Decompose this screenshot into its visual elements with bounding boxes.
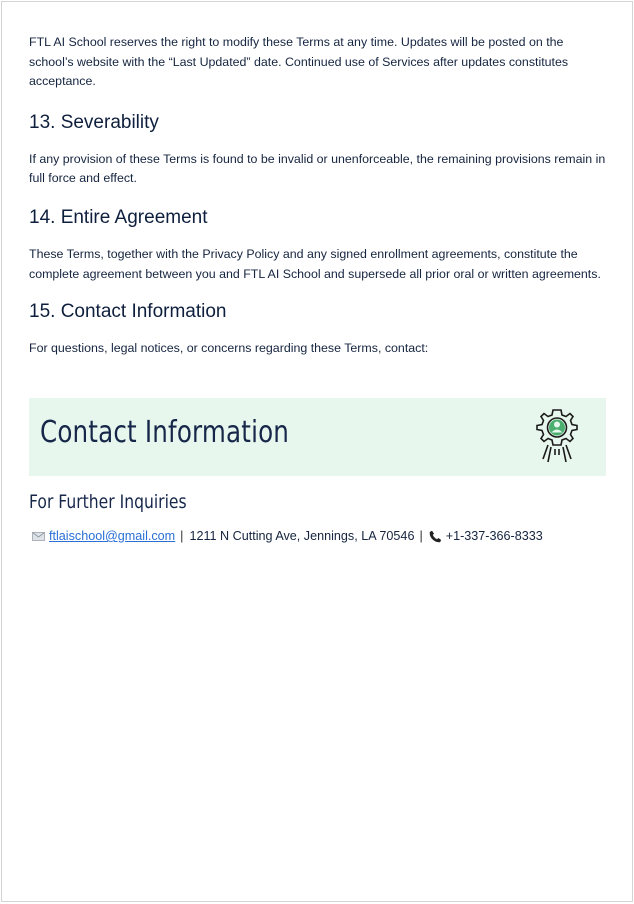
section-body-contact: For questions, legal notices, or concerns regarding these Terms, contact:: [29, 341, 429, 356]
inquiries-title: For Further Inquiries: [29, 491, 187, 513]
document-page: [1, 1, 633, 902]
banner-title: Contact Information: [40, 415, 290, 450]
email-link[interactable]: ftlaischool@gmail.com: [49, 529, 176, 543]
separator: |: [180, 529, 184, 543]
terms-content: [29, 33, 606, 359]
gear-person-icon: [531, 407, 583, 467]
section-heading-contact: 15. Contact Information: [29, 301, 227, 323]
contact-row: [32, 529, 543, 543]
mail-icon: [32, 532, 45, 541]
section-heading-entire-agreement: 14. Entire Agreement: [29, 206, 208, 228]
phone-text: +1-337-366-8333: [445, 529, 543, 543]
section-body-severability: If any provision of these Terms is found to be invalid or unenforceable, the remaining provisions remain in full force and effect.: [29, 151, 606, 186]
contact-banner: [29, 398, 606, 476]
section-heading-severability: 13. Severability: [29, 111, 159, 133]
intro-paragraph: FTL AI School reserves the right to modify these Terms at any time. Updates will be posted on the school’s website with the “Last Updated” date. Continued use of Services after updates constitutes acceptance.: [29, 35, 569, 89]
separator: |: [419, 529, 423, 543]
phone-icon: [429, 530, 442, 543]
address-text: 1211 N Cutting Ave, Jennings, LA 70546: [189, 529, 415, 543]
section-body-entire-agreement: These Terms, together with the Privacy Policy and any signed enrollment agreements, constitute the complete agreement between you and FTL AI School and supersede all prior oral or written agreements.: [29, 246, 601, 281]
